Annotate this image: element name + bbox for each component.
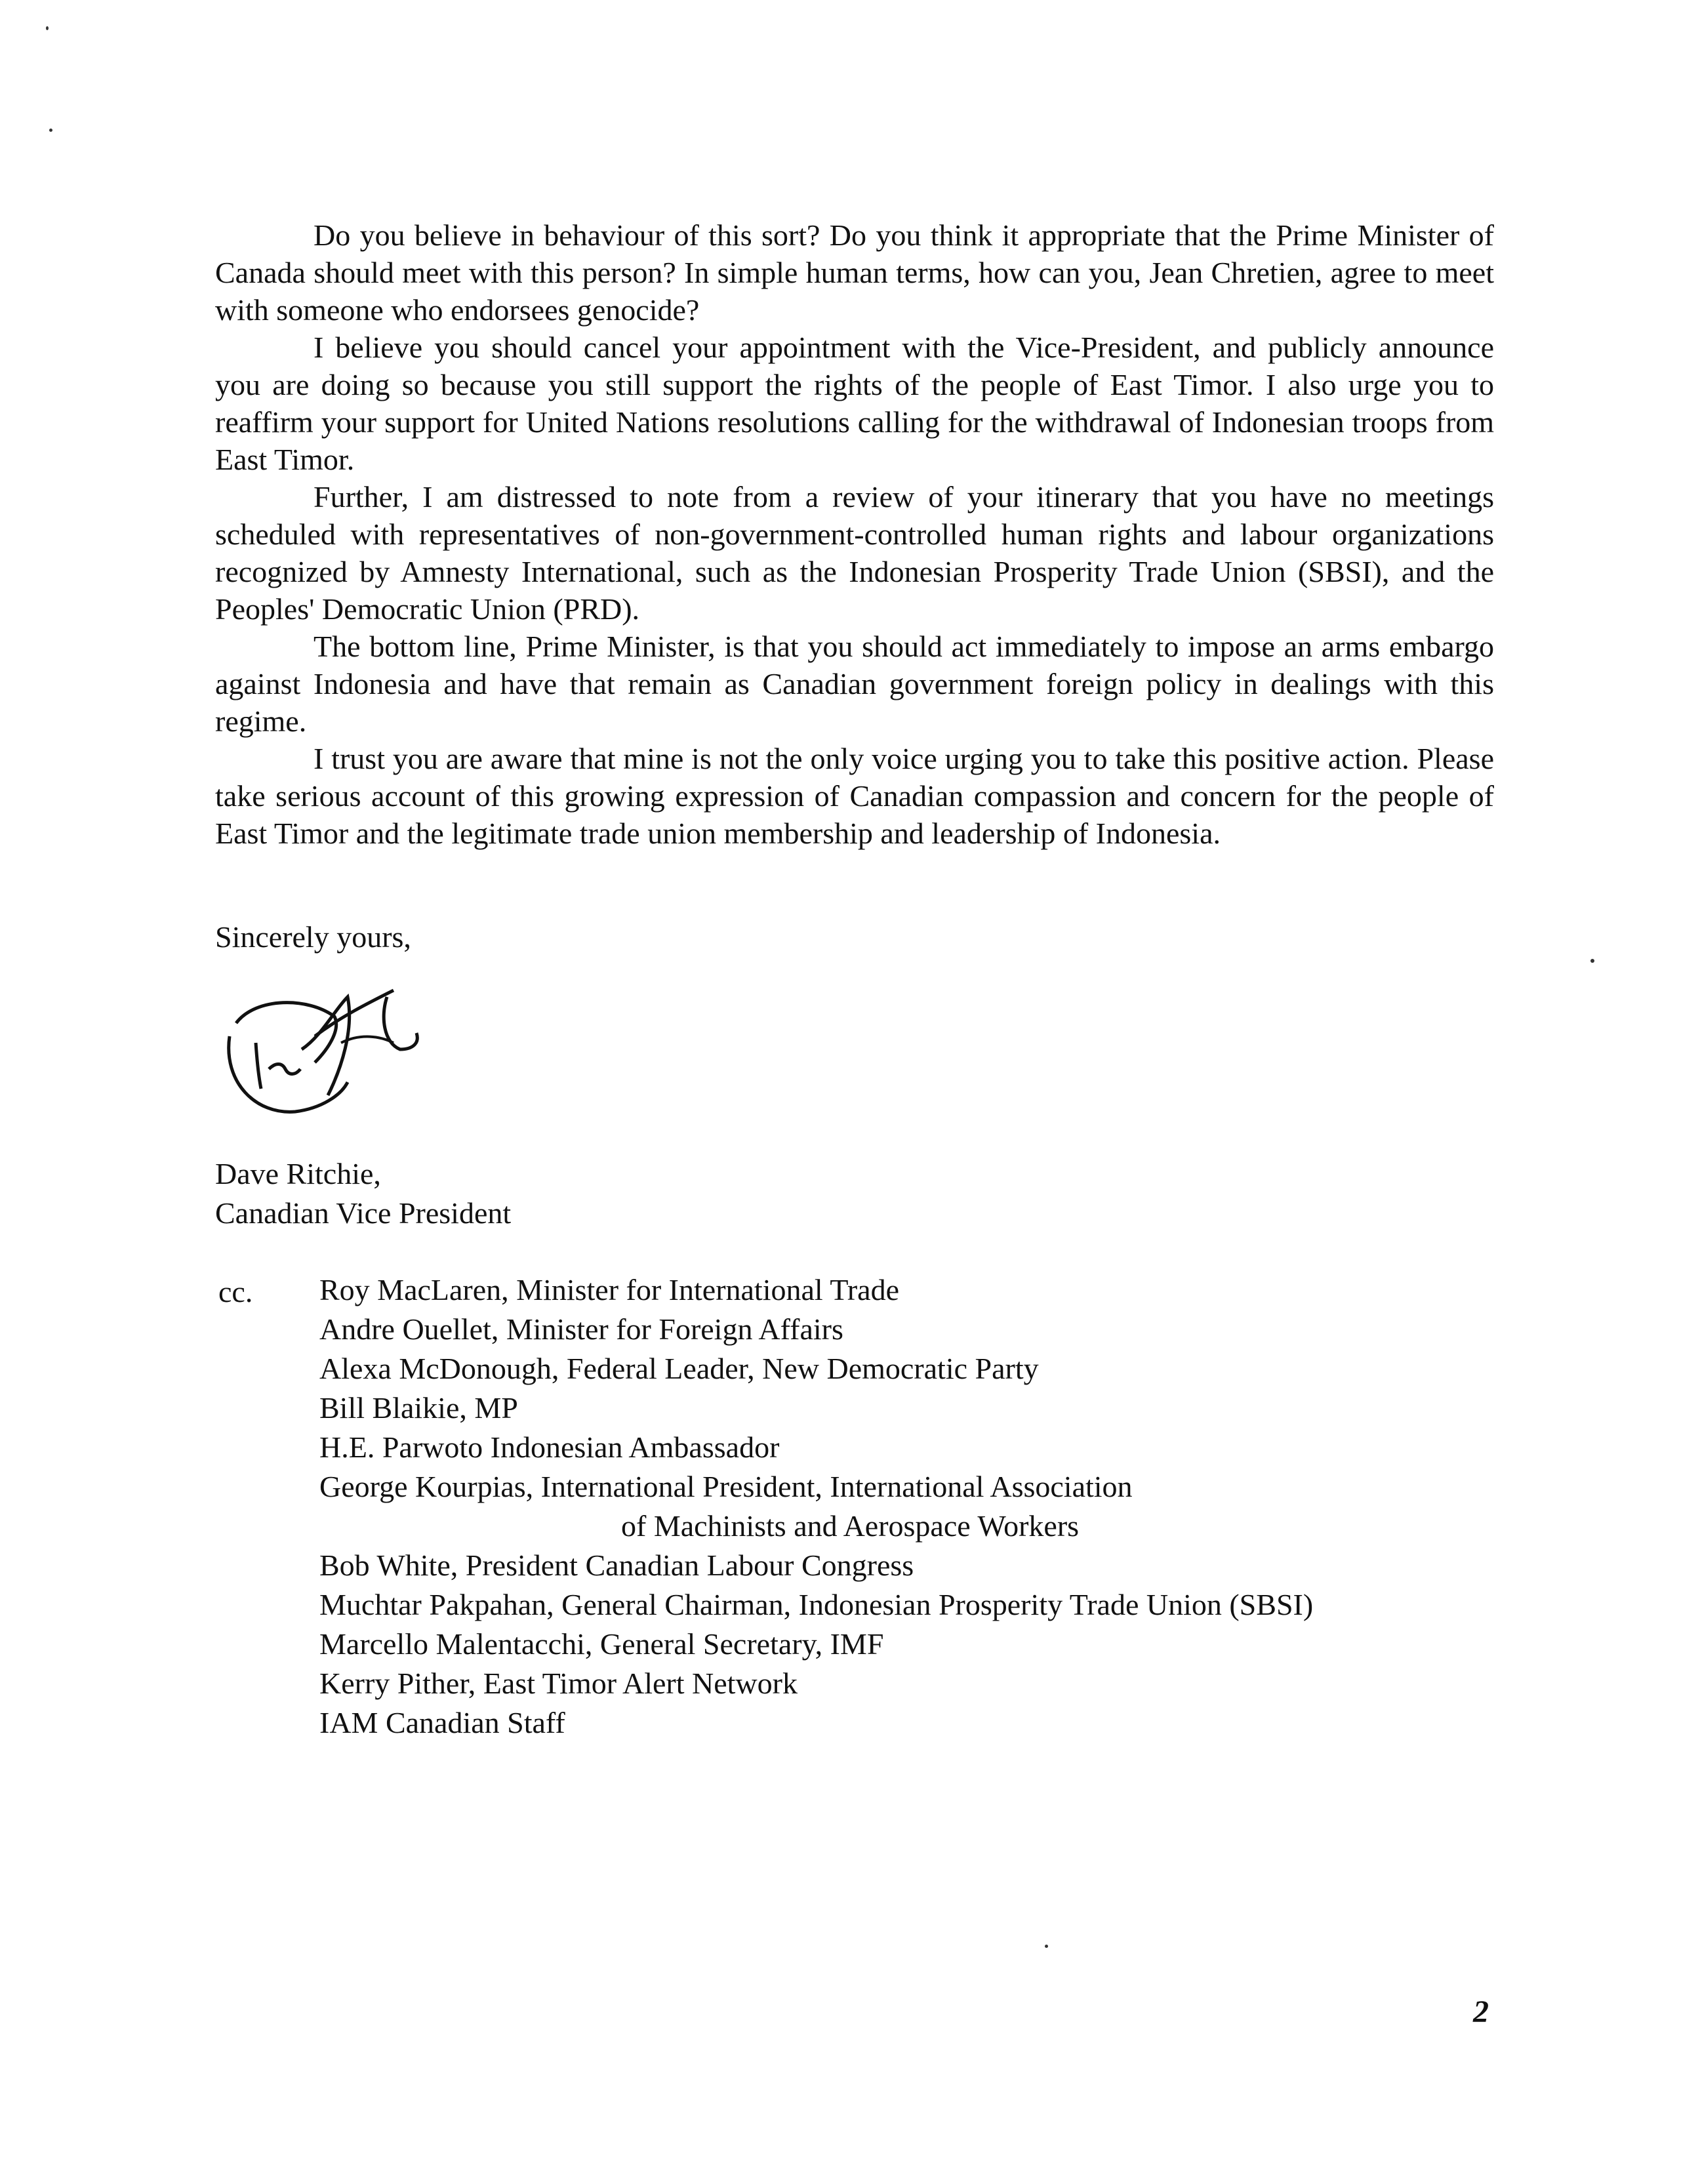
paragraph: The bottom line, Prime Minister, is that you should act immediately to impose an arms embargo against Indonesia and have that remain as Canadian government foreign policy in dealings with this regime. — [215, 630, 1494, 738]
paragraph: I believe you should cancel your appointment with the Vice-President, and publicly announce you are doing so because you still support the rights of the people of East Timor. I also urge you to reaffirm your support for United Nations resolutions calling for the withdrawal of Indonesian troops from East Timor. — [215, 331, 1494, 476]
cc-item: IAM Canadian Staff — [319, 1706, 565, 1739]
signer-title: Canadian Vice President — [215, 1196, 512, 1230]
scan-speck — [46, 26, 49, 30]
scan-speck — [49, 129, 52, 132]
paragraph: I trust you are aware that mine is not the only voice urging you to take this positive action. Please take serious account of this growing expression of Canadian compassion and concern for the people of East Timor and the legitimate trade union membership and leadership of Indonesia. — [215, 742, 1494, 850]
cc-item: Andre Ouellet, Minister for Foreign Affairs — [319, 1312, 843, 1346]
cc-item-continuation: of Machinists and Aerospace Workers — [621, 1509, 1080, 1543]
letter-body — [215, 216, 1494, 852]
cc-item: Marcello Malentacchi, General Secretary, IMF — [319, 1627, 884, 1661]
cc-item: H.E. Parwoto Indonesian Ambassador — [319, 1430, 780, 1464]
cc-item: Alexa McDonough, Federal Leader, New Democratic Party — [319, 1352, 1039, 1385]
scan-speck — [1045, 1945, 1048, 1948]
cc-item: Bill Blaikie, MP — [319, 1391, 518, 1425]
cc-item: Kerry Pither, East Timor Alert Network — [319, 1667, 798, 1700]
cc-item: George Kourpias, International President, International Association — [319, 1470, 1133, 1503]
scan-speck — [1590, 959, 1594, 963]
signer-name: Dave Ritchie, — [215, 1157, 381, 1190]
handwritten-signature — [216, 971, 433, 1141]
cc-list — [319, 1270, 1500, 1743]
cc-label: cc. — [218, 1275, 253, 1308]
cc-item: Roy MacLaren, Minister for International Trade — [319, 1273, 899, 1306]
cc-item: Bob White, President Canadian Labour Congress — [319, 1548, 914, 1582]
closing: Sincerely yours, — [215, 920, 411, 954]
paragraph: Further, I am distressed to note from a review of your itinerary that you have no meetings scheduled with representatives of non-government-controlled human rights and labour organizations recognized by Amnesty International, such as the Indonesian Prosperity Trade Union (SBSI), and the Peoples' Democratic Union (PRD). — [215, 480, 1494, 626]
cc-item: Muchtar Pakpahan, General Chairman, Indonesian Prosperity Trade Union (SBSI) — [319, 1588, 1314, 1621]
page-number: 2 — [1473, 1994, 1489, 2029]
paragraph: Do you believe in behaviour of this sort? Do you think it appropriate that the Prime Minister of Canada should meet with this person? In simple human terms, how can you, Jean Chretien, agree to meet with someone who endorsees genocide? — [215, 218, 1494, 327]
signer-block — [215, 1154, 511, 1233]
